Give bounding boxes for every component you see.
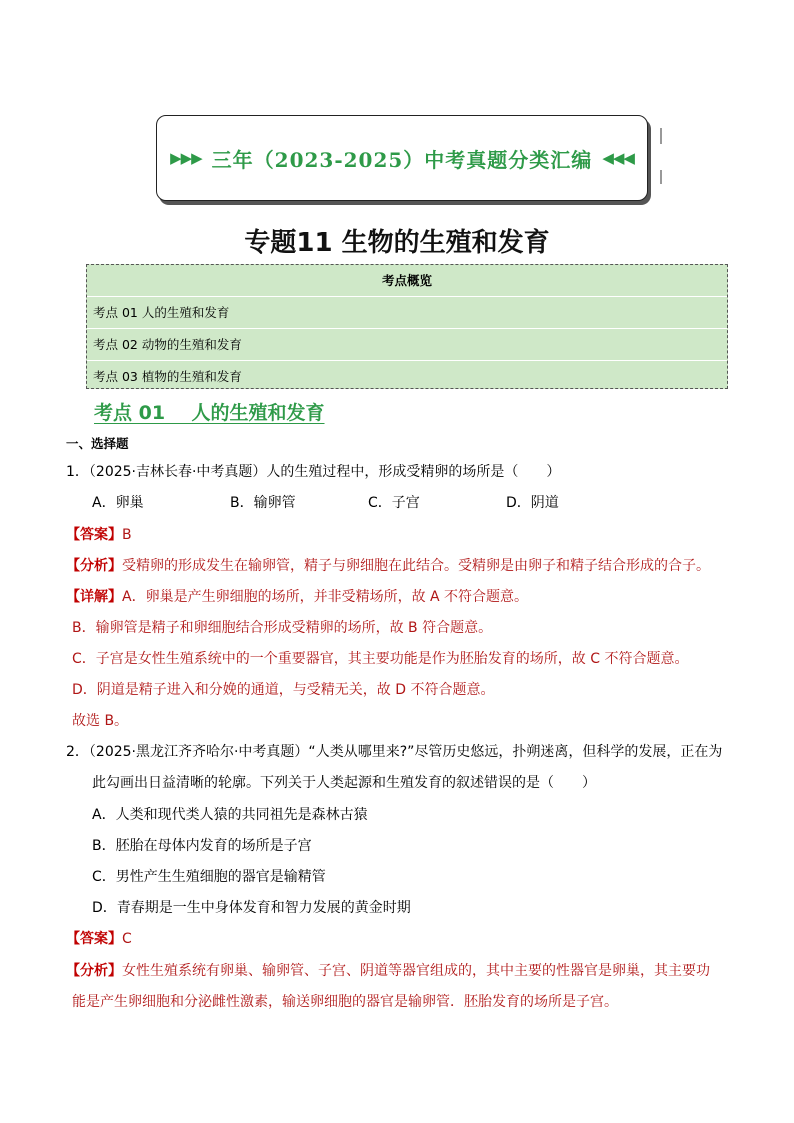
q1-detail-d: D．阴道是精子进入和分娩的通道，与受精无关，故 D 不符合题意。 <box>72 682 495 698</box>
section-heading: 考点 01 人的生殖和发育 <box>94 402 325 424</box>
banner-text <box>170 144 634 173</box>
answer-tag: 【答案】 <box>66 931 122 947</box>
overview-box <box>86 264 728 389</box>
q2-option-b: B．胚胎在母体内发育的场所是子宫 <box>92 838 312 854</box>
detail-text: A．卵巢是产生卵细胞的场所，并非受精场所，故 A 不符合题意。 <box>122 589 529 605</box>
series-banner <box>156 115 648 201</box>
part-heading: 一、选择题 <box>66 436 129 451</box>
q2-option-c: C．男性产生生殖细胞的器官是输精管 <box>92 869 326 885</box>
answer-value: C <box>122 931 132 947</box>
overview-heading: 考点概览 <box>87 265 727 297</box>
left-arrows-icon: ▶▶▶ <box>170 149 202 167</box>
q2-analysis-line1 <box>66 960 710 980</box>
q1-detail-c: C．子宫是女性生殖系统中的一个重要器官，其主要功能是作为胚胎发育的场所，故 C 不符合题意。 <box>72 651 689 667</box>
q1-detail-a <box>66 586 528 606</box>
q1-conclusion: 故选 B。 <box>72 713 129 729</box>
q2-stem-line1: 2．（2025·黑龙江齐齐哈尔·中考真题）“人类从哪里来?”尽管历史悠远，扑朔迷离，但科学的发展，正在为 <box>66 744 723 760</box>
analysis-text: 女性生殖系统有卵巢、输卵管、子宫、阴道等器官组成的，其中主要的性器官是卵巢，其主要功 <box>122 963 710 979</box>
q1-option-c: C．子宫 <box>368 495 420 511</box>
topic-title: 专题11 生物的生殖和发育 <box>244 228 550 258</box>
q1-option-a: A．卵巢 <box>92 495 144 511</box>
answer-value: B <box>122 527 132 543</box>
overview-item[interactable]: 考点 03 植物的生殖和发育 <box>93 369 242 384</box>
q1-option-b: B．输卵管 <box>230 495 296 511</box>
q1-option-d: D．阴道 <box>506 495 559 511</box>
banner-corner-mark <box>660 170 662 184</box>
analysis-text: 受精卵的形成发生在输卵管，精子与卵细胞在此结合。受精卵是由卵子和精子结合形成的合子。 <box>122 558 710 574</box>
banner-title: 三年（2023-2025）中考真题分类汇编 <box>211 147 593 172</box>
q1-analysis <box>66 555 710 575</box>
q2-analysis-line2: 能是产生卵细胞和分泌雌性激素，输送卵细胞的器官是输卵管．胚胎发育的场所是子宫。 <box>72 994 618 1010</box>
q1-detail-b: B．输卵管是精子和卵细胞结合形成受精卵的场所，故 B 符合题意。 <box>72 620 493 636</box>
q1-options <box>92 492 559 512</box>
detail-tag: 【详解】 <box>66 589 122 605</box>
answer-tag: 【答案】 <box>66 527 122 543</box>
overview-item[interactable]: 考点 01 人的生殖和发育 <box>87 297 727 329</box>
q2-option-d: D．青春期是一生中身体发育和智力发展的黄金时期 <box>92 900 411 916</box>
banner-corner-mark <box>660 128 662 144</box>
q2-stem-line2: 此勾画出日益清晰的轮廓。下列关于人类起源和生殖发育的叙述错误的是（ ） <box>92 775 596 791</box>
q2-option-a: A．人类和现代类人猿的共同祖先是森林古猿 <box>92 807 368 823</box>
overview-item[interactable]: 考点 02 动物的生殖和发育 <box>87 329 727 361</box>
q1-answer <box>66 524 132 544</box>
right-arrows-icon: ◀◀◀ <box>602 149 634 167</box>
q2-answer <box>66 928 132 948</box>
analysis-tag: 【分析】 <box>66 558 122 574</box>
q1-stem: 1．（2025·吉林长春·中考真题）人的生殖过程中，形成受精卵的场所是（ ） <box>66 464 561 480</box>
analysis-tag: 【分析】 <box>66 963 122 979</box>
